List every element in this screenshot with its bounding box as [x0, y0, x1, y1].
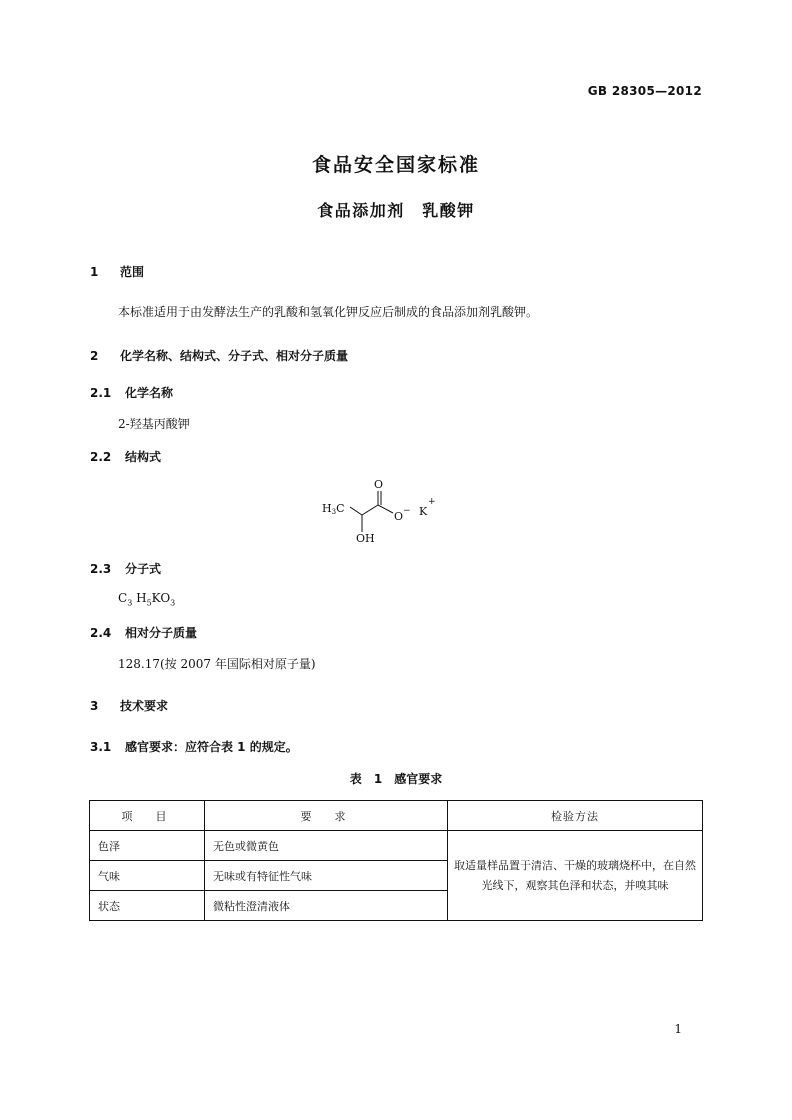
section-title: 相对分子质量	[125, 626, 198, 640]
column-header: 检验方法	[448, 801, 703, 831]
column-header: 项 目	[90, 801, 205, 831]
requirement-cell: 无味或有特征性气味	[205, 861, 448, 891]
section-title: 技术要求	[120, 699, 169, 713]
requirement-cell: 无色或微黄色	[205, 831, 448, 861]
svg-text:O: O	[374, 478, 384, 491]
svg-text:+: +	[428, 497, 436, 507]
item-cell: 状态	[90, 891, 205, 921]
section-3-1-heading	[90, 738, 298, 755]
section-title: 结构式	[125, 450, 162, 464]
section-number: 2	[90, 349, 99, 363]
section-2-heading	[90, 347, 348, 364]
section-title: 化学名称、结构式、分子式、相对分子质量	[120, 349, 349, 363]
chemical-name: 2-羟基丙酸钾	[118, 417, 190, 431]
section-number: 2.3	[90, 562, 112, 576]
section-title: 范围	[120, 265, 145, 279]
section-title: 化学名称	[125, 386, 174, 400]
requirement-cell: 微粘性澄清液体	[205, 891, 448, 921]
item-cell: 气味	[90, 861, 205, 891]
section-2-1-heading	[90, 384, 173, 401]
sensory-requirements-table	[89, 800, 703, 921]
scope-paragraph: 本标准适用于由发酵法生产的乳酸和氢氧化钾反应后制成的食品添加剂乳酸钾。	[118, 305, 539, 319]
section-number: 3.1	[90, 740, 112, 754]
molecular-mass: 128.17(按 2007 年国际相对原子量)	[118, 657, 316, 671]
method-cell: 取适量样品置于清洁、干燥的玻璃烧杯中，在自然光线下，观察其色泽和状态，并嗅其味	[448, 831, 703, 921]
table-caption: 表 1 感官要求	[349, 772, 443, 786]
section-3-heading	[90, 697, 168, 714]
table-row	[90, 831, 703, 861]
section-2-4-heading	[90, 624, 197, 641]
structural-formula	[310, 475, 470, 550]
section-number: 1	[90, 265, 99, 279]
section-2-3-heading	[90, 560, 161, 577]
standard-code: GB 28305—2012	[587, 84, 702, 98]
section-title: 感官要求：应符合表 1 的规定。	[125, 740, 298, 754]
section-number: 3	[90, 699, 99, 713]
section-1-heading	[90, 263, 144, 280]
section-2-2-heading	[90, 448, 161, 465]
document-title: 食品安全国家标准	[311, 154, 480, 176]
item-cell: 色泽	[90, 831, 205, 861]
column-header: 要 求	[205, 801, 448, 831]
section-number: 2.2	[90, 450, 112, 464]
document-subtitle: 食品添加剂 乳酸钾	[317, 201, 475, 220]
page-number: 1	[674, 1022, 682, 1036]
svg-text:K: K	[419, 505, 428, 518]
table-header-row	[90, 801, 703, 831]
svg-text:H3C: H3C	[322, 502, 345, 516]
molecular-formula: $C_3$ $H_5KO_3$	[118, 591, 176, 608]
svg-text:OH: OH	[356, 532, 375, 545]
svg-text:−: −	[403, 506, 411, 516]
section-title: 分子式	[125, 562, 162, 576]
svg-text:O: O	[394, 510, 404, 523]
section-number: 2.4	[90, 626, 112, 640]
section-number: 2.1	[90, 386, 112, 400]
